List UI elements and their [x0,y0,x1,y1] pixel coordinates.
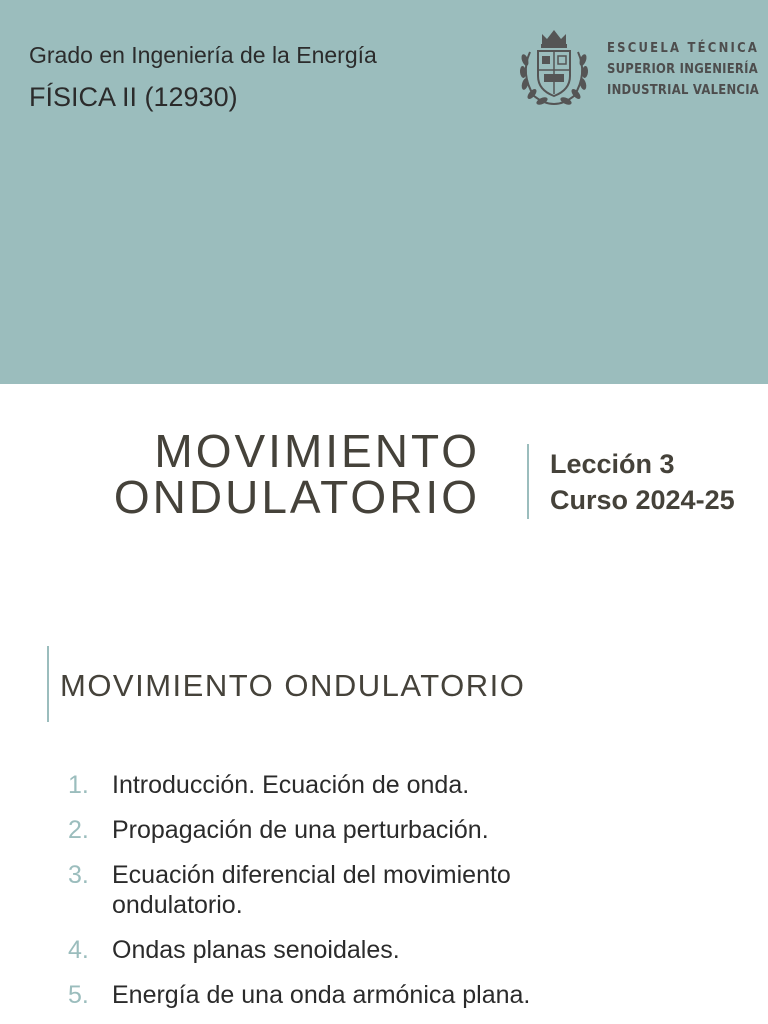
slide-title-line: ONDULATORIO [113,471,480,523]
section-title: MOVIMIENTO ONDULATORIO [60,668,526,703]
list-item-number: 3. [68,861,89,889]
school-name-line: INDUSTRIAL VALENCIA [607,82,760,98]
course-name: FÍSICA II (12930) [29,82,238,112]
section-accent-bar [47,646,49,722]
list-item [68,815,588,845]
list-item [68,770,588,800]
list-item-number: 5. [68,981,89,1009]
school-name-line: ESCUELA TÉCNICA [607,40,760,56]
list-item [68,980,588,1010]
school-name [607,38,768,101]
list-item-text: Ondas planas senoidales. [112,936,400,964]
slide-title [113,425,480,523]
list-item-text: Ecuación diferencial del movimiento ondulatorio. [112,861,511,919]
list-item-text: Introducción. Ecuación de onda. [112,771,470,799]
list-item-number: 4. [68,936,89,964]
header-banner [0,0,768,384]
list-item-number: 1. [68,771,89,799]
school-logo [516,24,760,108]
list-item [68,935,588,965]
list-item-text: Energía de una onda armónica plana. [112,981,531,1009]
slide-title-line: MOVIMIENTO [154,425,480,477]
list-item [68,860,588,920]
lesson-number: Lección 3 [550,449,675,479]
school-name-line: SUPERIOR INGENIERÍA [607,61,758,77]
lesson-info [550,446,735,518]
university-crest-icon [516,24,592,108]
course-year: Curso 2024-25 [550,485,735,515]
title-divider [527,444,529,519]
topic-list [68,770,588,1024]
degree-name: Grado en Ingeniería de la Energía [29,42,377,68]
list-item-text: Propagación de una perturbación. [112,816,489,844]
list-item-number: 2. [68,816,89,844]
